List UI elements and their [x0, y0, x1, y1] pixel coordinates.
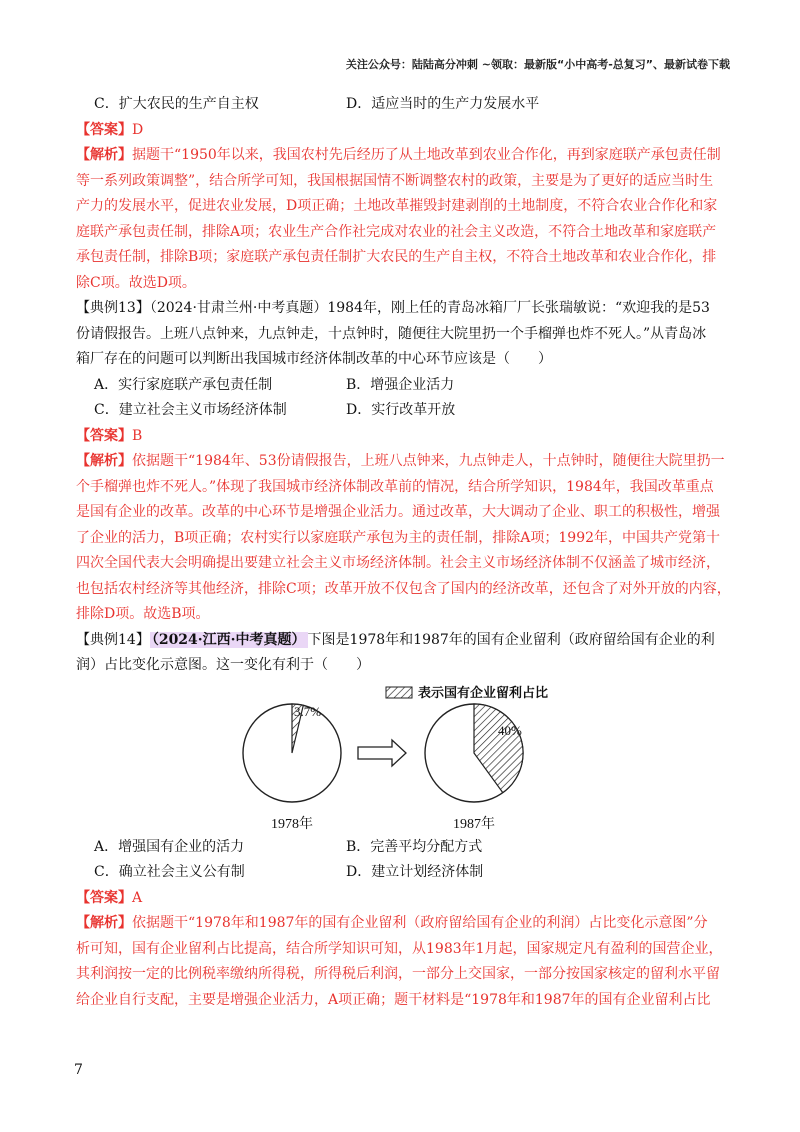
q13-option-d: D．实行改革开放	[346, 402, 456, 418]
q12-options-row	[76, 92, 731, 118]
q12-option-d: D．适应当时的生产力发展水平	[346, 96, 540, 112]
q13-analysis-text: 依据题干“1984年、53份请假报告，上班八点钟来，九点钟走人，十点钟时，随便往大院里扔一	[132, 453, 725, 469]
q14-analysis-line-1: 析可知，国有企业留利占比提高，结合所学知识可知，从1983年1月起，国家规定凡有盈利的国营企业，	[76, 940, 723, 957]
q13-analysis-line-6: 排除D项。故选B项。	[76, 606, 210, 622]
q13-option-b: B．增强企业活力	[346, 376, 455, 393]
q12-analysis-text: 据题干“1950年以来，我国农村先后经历了从土地改革到农业合作化，再到家庭联产承包责任制	[132, 147, 721, 163]
q14-analysis-line-0	[76, 911, 731, 937]
q13-analysis-line-4: 四次全国代表大会明确提出要建立社会主义市场经济体制。社会主义市场经济体制不仅涵盖了城市经济，	[76, 555, 720, 571]
q13-analysis-line-5: 也包括农村经济等其他经济，排除C项；改革开放不仅包含了国内的经济改革，还包含了对外开放的内容，	[76, 580, 731, 597]
q13-analysis-line-1: 个手榴弹也炸不死人。”体现了我国城市经济体制改革前的情况，结合所学知识，1984年，我国改革重点	[76, 478, 714, 495]
q13-answer-label: 【答案】	[76, 427, 132, 444]
q14-option-a: A．增强国有企业的活力	[94, 838, 245, 855]
q12-answer-value: D	[132, 121, 144, 138]
q13-answer	[76, 424, 731, 450]
q13-options-row-2	[76, 398, 731, 424]
q13-option-c: C．建立社会主义市场经济体制	[94, 402, 287, 418]
pie-1-value-label: 40%	[498, 722, 522, 738]
q12-analysis-line-5: 除C项。故选D项。	[76, 274, 196, 291]
q12-analysis-line-1: 等一系列政策调整”，结合所学可知，我国根据国情不断调整农村的政策，主要是为了更好的适应当时生	[76, 172, 714, 189]
q13-stem-line-0	[76, 296, 731, 322]
pie-0	[243, 704, 341, 832]
q14-analysis-line-3: 给企业自行支配，主要是增强企业活力，A项正确；题干材料是“1978年和1987年的国有企业留利占比	[76, 991, 711, 1008]
q14-analysis-label: 【解析】	[76, 915, 132, 931]
q13-stem-line-2: 箱厂存在的问题可以判断出我国城市经济体制改革的中心环节应该是（ ）	[76, 351, 552, 367]
q14-label: 【典例14】	[76, 631, 150, 648]
arrow-icon	[358, 740, 406, 766]
q14-option-c: C．确立社会主义公有制	[94, 864, 245, 880]
q14-answer	[76, 886, 731, 912]
q13-option-a: A．实行家庭联产承包责任制	[94, 376, 273, 393]
q13-answer-value: B	[132, 427, 143, 444]
q14-answer-value: A	[132, 889, 143, 906]
q13-analysis-line-0	[76, 449, 731, 475]
q13-label: 【典例13】	[76, 300, 150, 316]
q12-analysis-line-4: 承包责任制，排除B项；家庭联产承包责任制扩大农民的生产自主权，不符合土地改革和农业合作化，排	[76, 249, 717, 265]
chart-legend	[386, 685, 548, 701]
pie-chart-figure	[76, 683, 731, 833]
pie-0-year-label: 1978年	[271, 816, 313, 832]
q14-option-b: B．完善平均分配方式	[346, 838, 483, 855]
q13-options-row-1	[76, 373, 731, 399]
q14-stem-line-1: 润）占比变化示意图。这一变化有利于（ ）	[76, 657, 370, 673]
page-number: 7	[74, 1062, 83, 1078]
q14-option-d: D．建立计划经济体制	[346, 864, 484, 880]
q12-analysis-line-2: 产力的发展水平，促进农业发展，D项正确；土地改革摧毁封建剥削的土地制度，不符合农业合作化和家	[76, 198, 718, 214]
document-body	[76, 92, 731, 1013]
pie-1-year-label: 1987年	[453, 816, 495, 832]
q12-answer	[76, 118, 731, 144]
pie-1	[425, 704, 523, 832]
q13-analysis-line-2: 是国有企业的改革。改革的中心环节是增强企业活力。通过改革，大大调动了企业、职工的积极性，增强	[76, 504, 720, 520]
q12-analysis-line-3: 庭联产承包责任制，排除A项；农业生产合作社完成对农业的社会主义改造，不符合土地改革和家庭联产	[76, 223, 717, 240]
pie-0-value-label: 3.7%	[294, 703, 322, 719]
q14-stem-text: 下图是1978年和1987年的国有企业留利（政府留给国有企业的利	[307, 631, 715, 648]
q12-analysis-label: 【解析】	[76, 147, 132, 163]
q14-analysis-text: 依据题干“1978年和1987年的国有企业留利（政府留给国有企业的利润）占比变化示意图”分	[132, 915, 708, 931]
q12-answer-label: 【答案】	[76, 121, 132, 138]
legend-label: 表示国有企业留利占比	[418, 685, 549, 701]
q14-source-tag: （2024·江西·中考真题）	[151, 631, 306, 648]
q14-analysis-line-2: 其利润按一定的比例税率缴纳所得税，所得税后利润，一部分上交国家，一部分按国家核定的留利水平留	[76, 966, 720, 982]
q14-options-row-1	[76, 835, 731, 861]
q13-stem-text: （2024·甘肃兰州·中考真题）1984年，刚上任的青岛冰箱厂厂长张瑞敏说：“欢迎我的是53	[149, 300, 710, 316]
q12-analysis-line-0	[76, 143, 731, 169]
q14-options-row-2	[76, 860, 731, 886]
q13-analysis-line-3: 了企业的活力，B项正确；农村实行以家庭联产承包为主的责任制，排除A项；1992年，中国共产党第十	[76, 529, 721, 546]
q13-stem-line-1: 份请假报告。上班八点钟来，九点钟走，十点钟时，随便往大院里扔一个手榴弹也炸不死人。”从青岛冰	[76, 325, 707, 342]
q14-stem-line-0	[76, 628, 731, 654]
q12-option-c: C．扩大农民的生产自主权	[94, 96, 259, 112]
page-header: 关注公众号：陆陆高分冲刺 ~领取：最新版“小中高考-总复习”、最新试卷下载	[345, 58, 730, 71]
q14-answer-label: 【答案】	[76, 889, 132, 906]
legend-swatch	[386, 687, 412, 698]
q13-analysis-label: 【解析】	[76, 453, 132, 469]
pie-chart-svg	[76, 683, 731, 833]
